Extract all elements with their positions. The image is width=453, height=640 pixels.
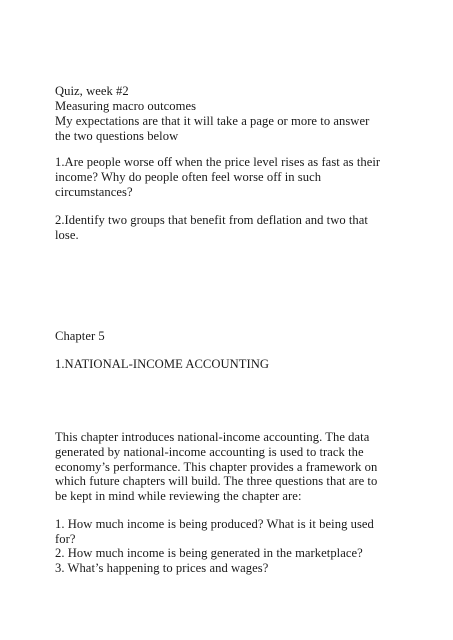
quiz-subtitle: Measuring macro outcomes [55, 99, 197, 113]
review-question-2: 2. How much income is being generated in the marketplace? [55, 546, 363, 560]
intro-line-1: This chapter introduces national-income accounting. The data [55, 430, 370, 444]
question-2-line-2: lose. [55, 228, 79, 242]
chapter-heading: Chapter 5 [55, 329, 105, 343]
question-2-line-1: 2.Identify two groups that benefit from deflation and two that [55, 213, 368, 227]
expectation-text-line-1: My expectations are that it will take a page or more to answer [55, 114, 370, 128]
intro-line-4: which future chapters will build. The three questions that are to [55, 474, 378, 488]
expectation-text-line-2: the two questions below [55, 129, 179, 143]
question-1-line-3: circumstances? [55, 185, 133, 199]
question-1-line-2: income? Why do people often feel worse off in such [55, 170, 322, 184]
intro-line-5: be kept in mind while reviewing the chapter are: [55, 489, 302, 503]
review-question-1-line-1: 1. How much income is being produced? What is it being used [55, 517, 374, 531]
intro-line-3: economy’s performance. This chapter provides a framework on [55, 460, 378, 474]
review-question-1-line-2: for? [55, 532, 76, 546]
review-question-3: 3. What’s happening to prices and wages? [55, 561, 269, 575]
section-title: 1.NATIONAL-INCOME ACCOUNTING [55, 357, 270, 371]
quiz-title: Quiz, week #2 [55, 84, 129, 98]
question-1-line-1: 1.Are people worse off when the price level rises as fast as their [55, 155, 381, 169]
intro-line-2: generated by national-income accounting is used to track the [55, 445, 364, 459]
